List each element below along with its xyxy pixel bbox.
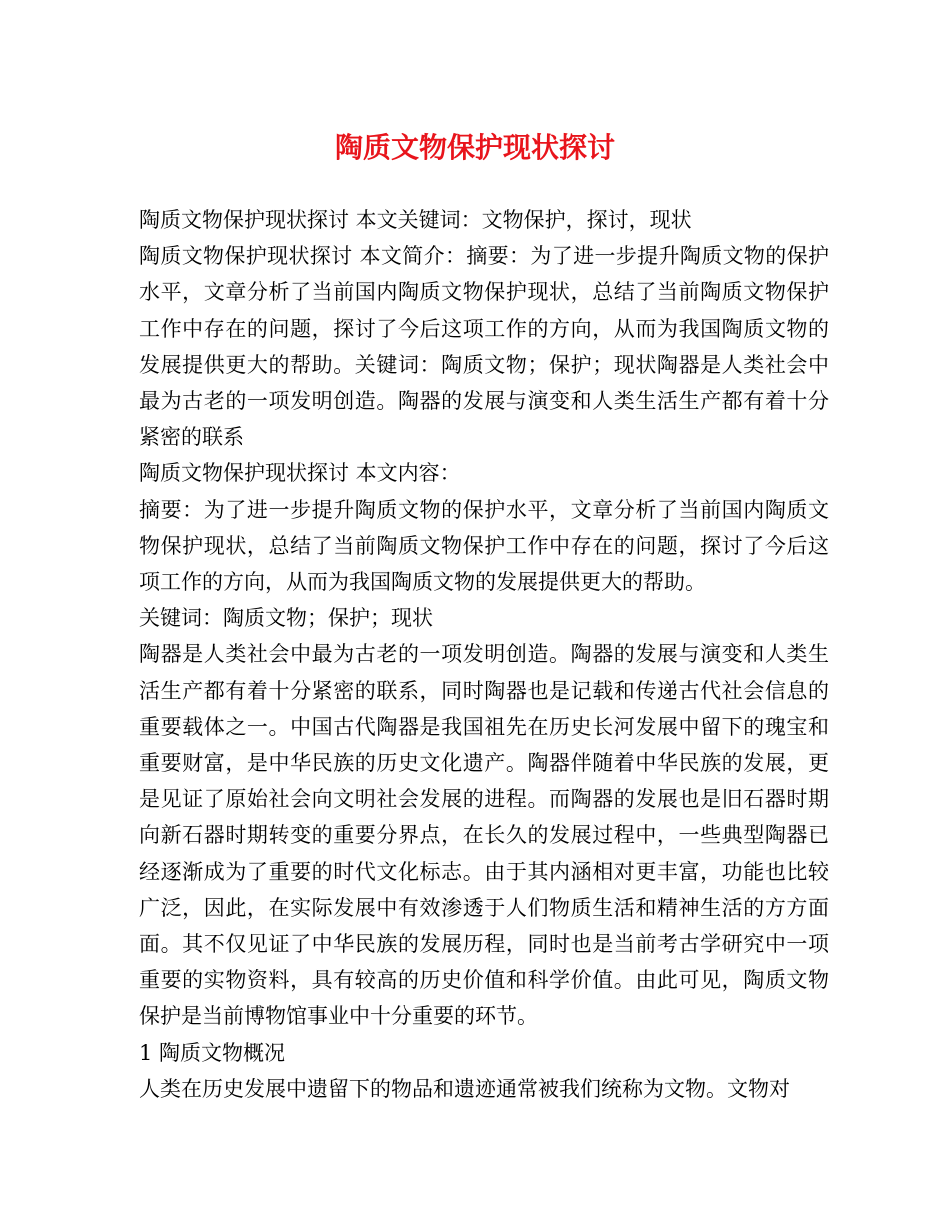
- body-paragraph: 人类在历史发展中遗留下的物品和遗迹通常被我们统称为文物。文物对: [139, 1076, 790, 1101]
- body-paragraph: 陶器是人类社会中最为古老的一项发明创造。陶器的发展与演变和人类生活生产都有着十分紧密的联系，同时陶器也是记载和传递古代社会信息的重要载体之一。中国古代陶器是我国祖先在历史长河发展中留下的瑰宝和重要财富，是中华民族的历史文化遗产。陶器伴随着中华民族的发展，更是见证了原始社会向文明社会发展的进程。而陶器的发展也是旧石器时期向新石器时期转变的重要分界点，在长久的发展过程中，一些典型陶器已经逐渐成为了重要的时代文化标志。由于其内涵相对更丰富，功能也比较广泛，因此，在实际发展中有效渗透于人们物质生活和精神生活的方方面面。其不仅见证了中华民族的发展历程，同时也是当前考古学研究中一项重要的实物资料，具有较高的历史价值和科学价值。由此可见，陶质文物保护是当前博物馆事业中十分重要的环节。: [139, 642, 829, 1029]
- keywords-line: 关键词：陶质文物；保护；现状: [139, 606, 433, 631]
- document-title: 陶质文物保护现状探讨: [334, 131, 615, 164]
- abstract-paragraph: 摘要：为了进一步提升陶质文物的保护水平，文章分析了当前国内陶质文物保护现状，总结了当前陶质文物保护工作中存在的问题，探讨了今后这项工作的方向，从而为我国陶质文物的发展提供更大的帮助。: [139, 497, 829, 595]
- document-body: [139, 202, 829, 1107]
- content-heading-line: 陶质文物保护现状探讨 本文内容：: [139, 461, 461, 486]
- summary-paragraph: 陶质文物保护现状探讨 本文简介：摘要：为了进一步提升陶质文物的保护水平，文章分析了当前国内陶质文物保护现状，总结了当前陶质文物保护工作中存在的问题，探讨了今后这项工作的方向，从而为我国陶质文物的发展提供更大的帮助。关键词：陶质文物；保护；现状陶器是人类社会中最为古老的一项发明创造。陶器的发展与演变和人类生活生产都有着十分紧密的联系: [139, 244, 829, 450]
- section-heading: 1 陶质文物概况: [139, 1040, 286, 1065]
- keywords-intro-line: 陶质文物保护现状探讨 本文关键词：文物保护，探讨，现状: [139, 208, 692, 232]
